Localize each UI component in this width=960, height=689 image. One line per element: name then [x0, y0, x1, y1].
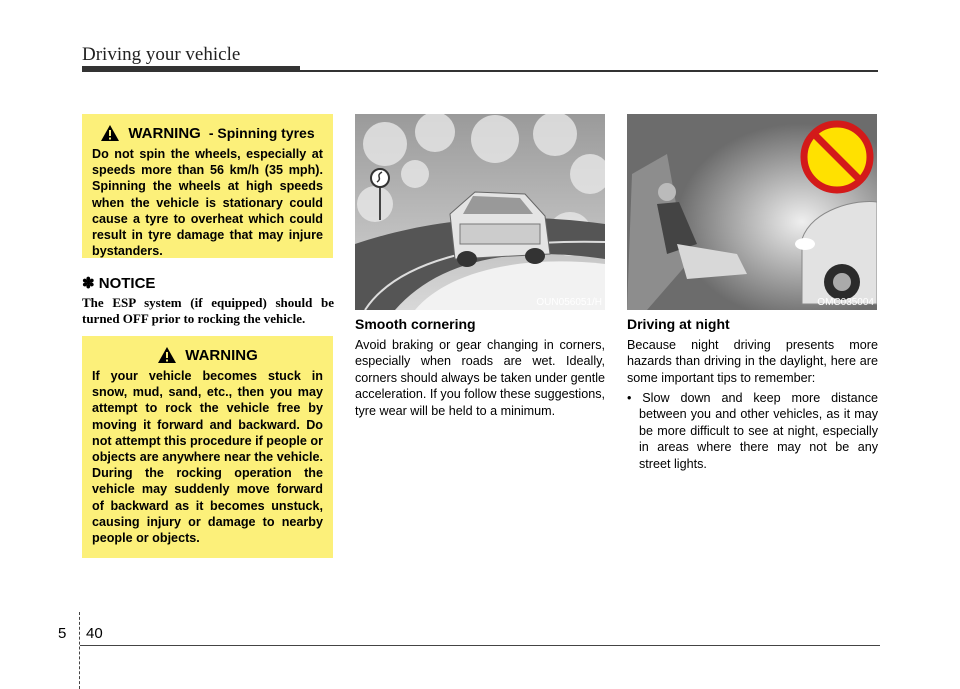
cornering-illustration: [355, 114, 605, 310]
warning-subtitle: - Spinning tyres: [208, 125, 315, 141]
no-sign-icon: [804, 124, 870, 190]
night-driving-illustration: [627, 114, 877, 310]
footer-divider-horizontal: [80, 645, 880, 646]
header-rule-thick: [82, 66, 300, 72]
page-header-title: Driving your vehicle: [82, 44, 241, 65]
section-text-cornering: Avoid braking or gear changing in corners, especially when roads are wet. Ideally, corners should always be taken under gentle acceleration. If you follow these suggestions, tyre wear will be held to a minimum.: [355, 338, 605, 418]
section-text-night: Because night driving presents more hazards than driving in the daylight, here are some important tips to remember:: [627, 338, 878, 385]
warning-body-text: If your vehicle becomes stuck in snow, mud, sand, etc., then you may attempt to rock the vehicle free by moving it forward and backward. Do not attempt this procedure if people or objects are anywhere near the vehicle. During the rocking operation the vehicle may suddenly move forward of backward as it becomes unstuck, causing injury or damage to nearby people or objects.: [92, 369, 323, 546]
warning-header: [92, 346, 323, 364]
warning-header: [92, 124, 323, 142]
notice-title: ✽ NOTICE: [82, 275, 156, 292]
section-heading-night: Driving at night: [627, 316, 730, 332]
bullet-item-slow-down: • Slow down and keep more distance between you and other vehicles, as it may be more difficult to see at night, especially in areas where there may not be any street lights.: [627, 391, 878, 471]
warning-body-text: Do not spin the wheels, especially at speeds more than 56 km/h (35 mph). Spinning the wheels at high speeds when the vehicle is stationary could cause a tyre to overheat which could result in tyre damage that may injure bystanders.: [92, 147, 323, 259]
footer-divider-vertical: [79, 612, 80, 689]
figure-night-driving: [627, 114, 877, 310]
warning-title: WARNING: [185, 346, 258, 364]
warning-triangle-icon: [100, 124, 120, 142]
warning-title: WARNING: [128, 124, 201, 142]
header-rule-thin: [300, 70, 878, 72]
notice-body-text: The ESP system (if equipped) should be turned OFF prior to rocking the vehicle.: [82, 295, 334, 326]
figure-caption: OMC035004: [817, 297, 874, 308]
section-heading-cornering: Smooth cornering: [355, 316, 476, 332]
warning-triangle-icon: [157, 346, 177, 364]
figure-caption: OUN056051/H: [536, 297, 602, 308]
footer-page-number: 40: [86, 625, 103, 642]
figure-cornering-car: [355, 114, 605, 310]
warning-box-stuck-vehicle: [82, 336, 333, 558]
footer-chapter-number: 5: [58, 625, 67, 642]
warning-box-spinning-tyres: [82, 114, 333, 258]
